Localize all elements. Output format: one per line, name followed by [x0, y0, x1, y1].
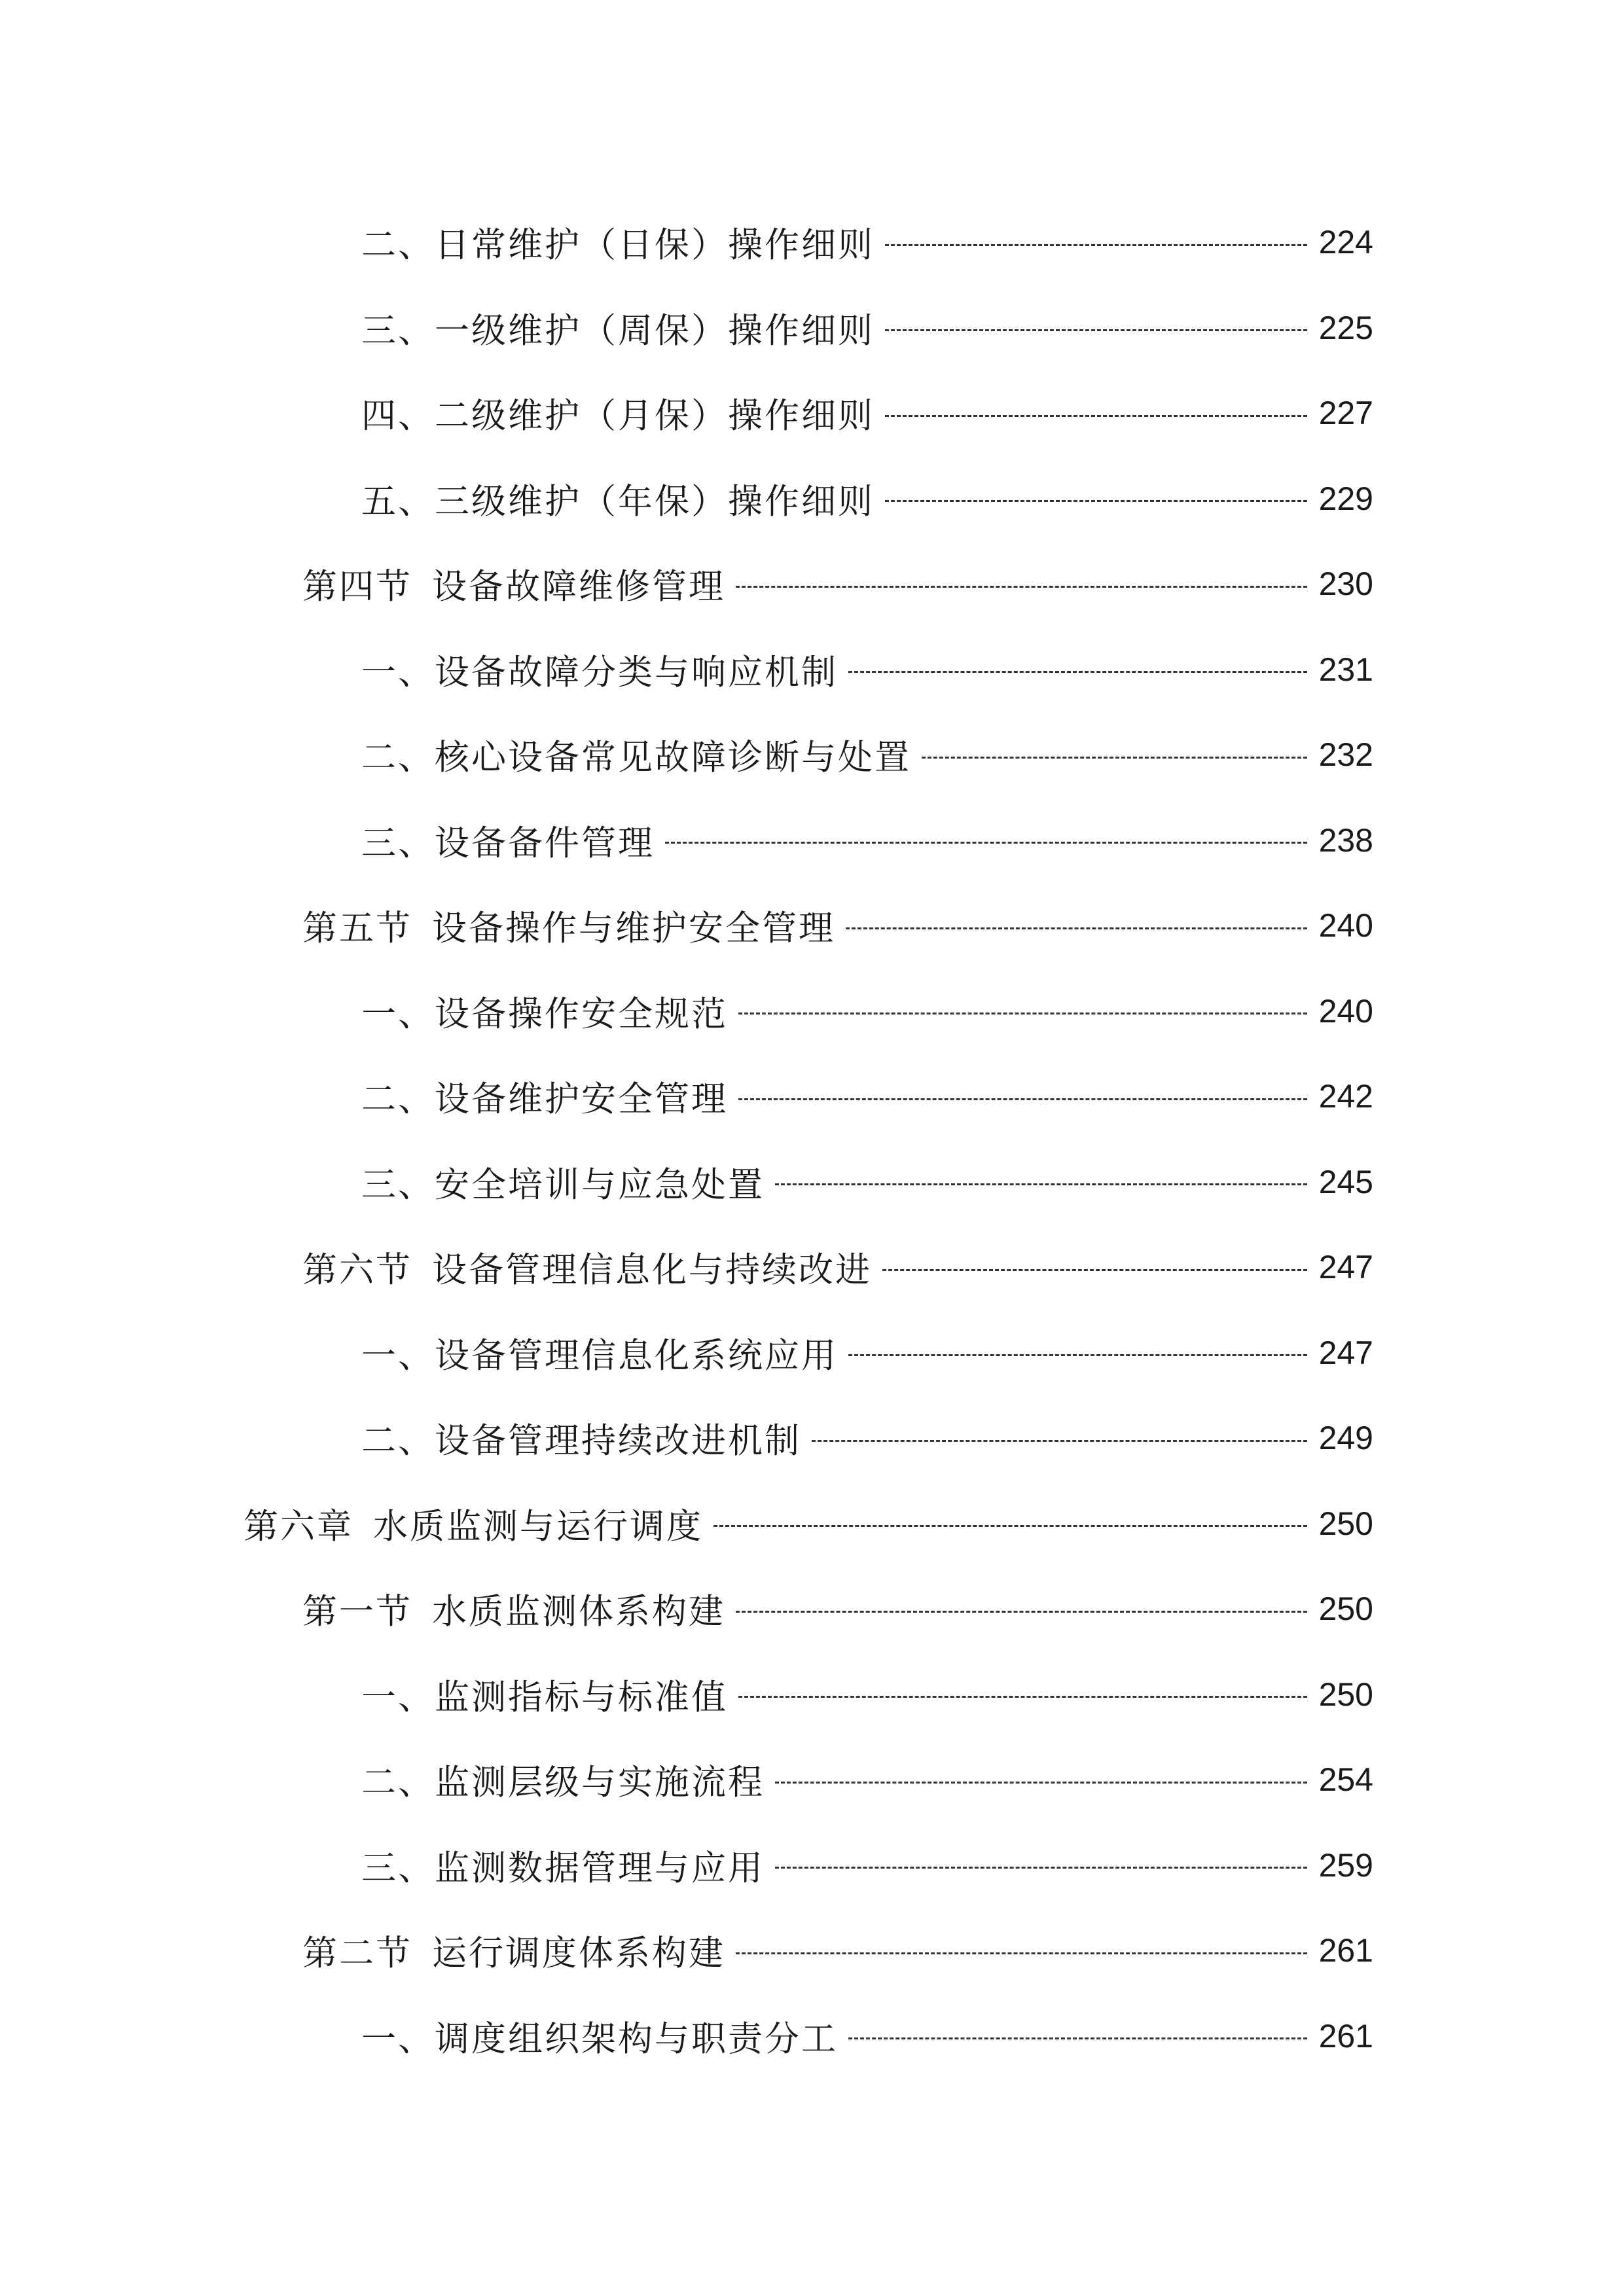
toc-entry-number: 四、 — [361, 396, 435, 436]
toc-entry-text — [361, 474, 875, 524]
dot-leader — [922, 757, 1307, 759]
toc-entry — [0, 1064, 1624, 1149]
toc-entry-page: 238 — [1318, 821, 1373, 859]
dot-leader — [738, 1013, 1307, 1014]
dot-leader — [885, 500, 1307, 502]
dot-leader — [736, 1952, 1307, 1954]
toc-entry-link[interactable] — [361, 978, 1373, 1044]
dot-leader — [775, 1782, 1307, 1784]
toc-entry-page: 229 — [1318, 480, 1373, 517]
toc-entry — [0, 1405, 1624, 1491]
toc-entry — [0, 1149, 1624, 1235]
toc-entry-link[interactable] — [361, 209, 1373, 275]
toc-entry — [0, 551, 1624, 637]
toc-entry-number: 二、 — [361, 1421, 435, 1461]
toc-entry-title: 监测数据管理与应用 — [435, 1848, 765, 1888]
toc-entry — [0, 295, 1624, 381]
toc-entry-number: 一、 — [361, 2018, 435, 2059]
toc-entry-number: 二、 — [361, 1763, 435, 1803]
toc-entry-page: 224 — [1318, 224, 1373, 260]
toc-entry-link[interactable] — [302, 1234, 1373, 1300]
toc-entry-page: 261 — [1318, 1932, 1373, 1969]
toc-entry-page: 250 — [1318, 1505, 1373, 1542]
toc-entry-link[interactable] — [361, 808, 1373, 873]
toc-entry-link[interactable] — [302, 1576, 1373, 1641]
toc-entry-link[interactable] — [302, 893, 1373, 958]
toc-entry-text — [361, 730, 911, 780]
toc-entry — [0, 637, 1624, 723]
toc-entry-title: 一级维护（周保）操作细则 — [435, 310, 875, 351]
toc-entry-text — [361, 1413, 801, 1463]
toc-entry-text — [302, 559, 725, 609]
toc-entry-page: 225 — [1318, 309, 1373, 346]
toc-entry-link[interactable] — [361, 1405, 1373, 1471]
toc-entry-number: 五、 — [361, 481, 435, 522]
toc-entry-link[interactable] — [244, 1491, 1373, 1556]
table-of-contents — [0, 209, 1624, 2089]
toc-entry-page: 245 — [1318, 1163, 1373, 1200]
toc-entry-text — [361, 1157, 765, 1207]
toc-entry-title: 水质监测与运行调度 — [373, 1506, 703, 1547]
toc-entry-title: 调度组织架构与职责分工 — [435, 2018, 838, 2059]
toc-entry — [0, 466, 1624, 552]
toc-entry-number: 一、 — [361, 1677, 435, 1717]
toc-entry-title: 安全培训与应急处置 — [435, 1164, 765, 1205]
toc-entry-number: 二、 — [361, 225, 435, 265]
toc-entry-title: 核心设备常见故障诊断与处置 — [435, 738, 911, 778]
dot-leader — [738, 1696, 1307, 1698]
dot-leader — [885, 329, 1307, 331]
toc-entry-page: 240 — [1318, 992, 1373, 1030]
toc-entry-title: 设备故障维修管理 — [432, 567, 725, 607]
toc-entry-title: 设备故障分类与响应机制 — [435, 652, 838, 692]
toc-entry-text — [361, 217, 875, 267]
toc-entry — [0, 209, 1624, 295]
toc-entry-page: 261 — [1318, 2017, 1373, 2054]
toc-entry-number: 一、 — [361, 1335, 435, 1376]
dot-leader — [665, 842, 1307, 844]
toc-entry-number: 第六章 — [244, 1506, 353, 1547]
toc-entry-title: 设备操作与维护安全管理 — [432, 908, 835, 948]
toc-entry-title: 设备管理信息化系统应用 — [435, 1335, 838, 1376]
toc-entry-page: 250 — [1318, 1676, 1373, 1713]
toc-entry-text — [302, 1926, 725, 1975]
dot-leader — [775, 1183, 1307, 1185]
dot-leader — [885, 415, 1307, 417]
toc-entry-number: 一、 — [361, 994, 435, 1034]
toc-entry-link[interactable] — [361, 1747, 1373, 1812]
toc-entry-text — [302, 1242, 872, 1292]
toc-entry — [0, 1576, 1624, 1662]
toc-entry-link[interactable] — [361, 1149, 1373, 1215]
toc-entry-title: 设备管理持续改进机制 — [435, 1421, 801, 1461]
toc-entry-link[interactable] — [361, 722, 1373, 787]
toc-entry — [0, 1320, 1624, 1406]
toc-entry-text — [361, 1328, 838, 1378]
dot-leader — [848, 1354, 1307, 1356]
toc-entry-text — [361, 303, 875, 353]
toc-entry — [0, 1234, 1624, 1320]
toc-entry-page: 240 — [1318, 907, 1373, 944]
dot-leader — [882, 1269, 1307, 1271]
toc-entry-page: 250 — [1318, 1590, 1373, 1627]
toc-entry-link[interactable] — [361, 380, 1373, 446]
toc-entry-link[interactable] — [302, 551, 1373, 617]
dot-leader — [775, 1867, 1307, 1869]
toc-entry-page: 259 — [1318, 1846, 1373, 1884]
toc-entry-title: 设备操作安全规范 — [435, 994, 728, 1034]
dot-leader — [736, 586, 1307, 588]
toc-entry-title: 监测层级与实施流程 — [435, 1763, 765, 1803]
toc-entry-text — [244, 1499, 703, 1549]
toc-entry-number: 第六节 — [302, 1250, 412, 1290]
toc-entry-number: 二、 — [361, 1079, 435, 1119]
toc-entry-number: 三、 — [361, 823, 435, 863]
toc-entry-link[interactable] — [361, 466, 1373, 531]
toc-entry-page: 242 — [1318, 1078, 1373, 1115]
toc-entry — [0, 893, 1624, 978]
toc-entry-number: 第二节 — [302, 1933, 412, 1973]
toc-entry-number: 三、 — [361, 1848, 435, 1888]
toc-entry — [0, 1747, 1624, 1833]
toc-entry-number: 第四节 — [302, 567, 412, 607]
toc-entry-text — [361, 816, 655, 865]
toc-entry-number: 第一节 — [302, 1592, 412, 1632]
toc-entry-page: 227 — [1318, 395, 1373, 431]
toc-entry-number: 二、 — [361, 738, 435, 778]
toc-entry-title: 设备备件管理 — [435, 823, 655, 863]
toc-entry-number: 三、 — [361, 310, 435, 351]
toc-entry-text — [361, 1755, 765, 1804]
toc-entry-title: 运行调度体系构建 — [432, 1933, 725, 1973]
toc-entry-text — [361, 1071, 728, 1121]
toc-entry-link[interactable] — [361, 1064, 1373, 1129]
toc-entry — [0, 380, 1624, 466]
toc-entry-title: 监测指标与标准值 — [435, 1677, 728, 1717]
toc-entry-page: 230 — [1318, 565, 1373, 602]
toc-entry-text — [361, 1840, 765, 1890]
toc-entry-link[interactable] — [302, 1918, 1373, 1983]
toc-entry-text — [361, 2011, 838, 2061]
toc-entry-page: 254 — [1318, 1761, 1373, 1798]
toc-entry-link[interactable] — [361, 1320, 1373, 1386]
toc-entry-title: 设备维护安全管理 — [435, 1079, 728, 1119]
toc-entry-link[interactable] — [361, 2003, 1373, 2069]
toc-entry-number: 第五节 — [302, 908, 412, 948]
toc-entry-text — [361, 645, 838, 694]
toc-entry-title: 三级维护（年保）操作细则 — [435, 481, 875, 522]
toc-entry-page: 247 — [1318, 1334, 1373, 1371]
dot-leader — [738, 1098, 1307, 1100]
dot-leader — [846, 927, 1307, 929]
dot-leader — [713, 1525, 1307, 1527]
toc-entry — [0, 1833, 1624, 1918]
toc-entry — [0, 978, 1624, 1064]
toc-entry-title: 设备管理信息化与持续改进 — [432, 1250, 872, 1290]
toc-entry-number: 一、 — [361, 652, 435, 692]
toc-entry-page: 232 — [1318, 736, 1373, 773]
toc-entry-number: 三、 — [361, 1164, 435, 1205]
dot-leader — [885, 244, 1307, 246]
toc-entry — [0, 1918, 1624, 2003]
toc-entry-link[interactable] — [361, 1833, 1373, 1898]
toc-entry-link[interactable] — [361, 1662, 1373, 1727]
toc-entry-title: 日常维护（日保）操作细则 — [435, 225, 875, 265]
dot-leader — [812, 1440, 1307, 1442]
toc-entry-link[interactable] — [361, 295, 1373, 361]
toc-entry-text — [302, 1584, 725, 1634]
toc-entry — [0, 1662, 1624, 1748]
toc-entry — [0, 722, 1624, 808]
dot-leader — [736, 1611, 1307, 1613]
dot-leader — [848, 2037, 1307, 2039]
toc-entry-title: 水质监测体系构建 — [432, 1592, 725, 1632]
toc-entry-page: 231 — [1318, 651, 1373, 688]
toc-entry-page: 247 — [1318, 1249, 1373, 1285]
toc-entry-link[interactable] — [361, 637, 1373, 702]
toc-entry — [0, 2003, 1624, 2089]
toc-entry-title: 二级维护（月保）操作细则 — [435, 396, 875, 436]
toc-entry-text — [302, 901, 835, 950]
dot-leader — [848, 671, 1307, 673]
toc-entry-text — [361, 986, 728, 1036]
toc-entry-text — [361, 1670, 728, 1719]
toc-entry-page: 249 — [1318, 1420, 1373, 1456]
toc-entry-text — [361, 388, 875, 438]
toc-entry — [0, 808, 1624, 893]
toc-entry — [0, 1491, 1624, 1577]
